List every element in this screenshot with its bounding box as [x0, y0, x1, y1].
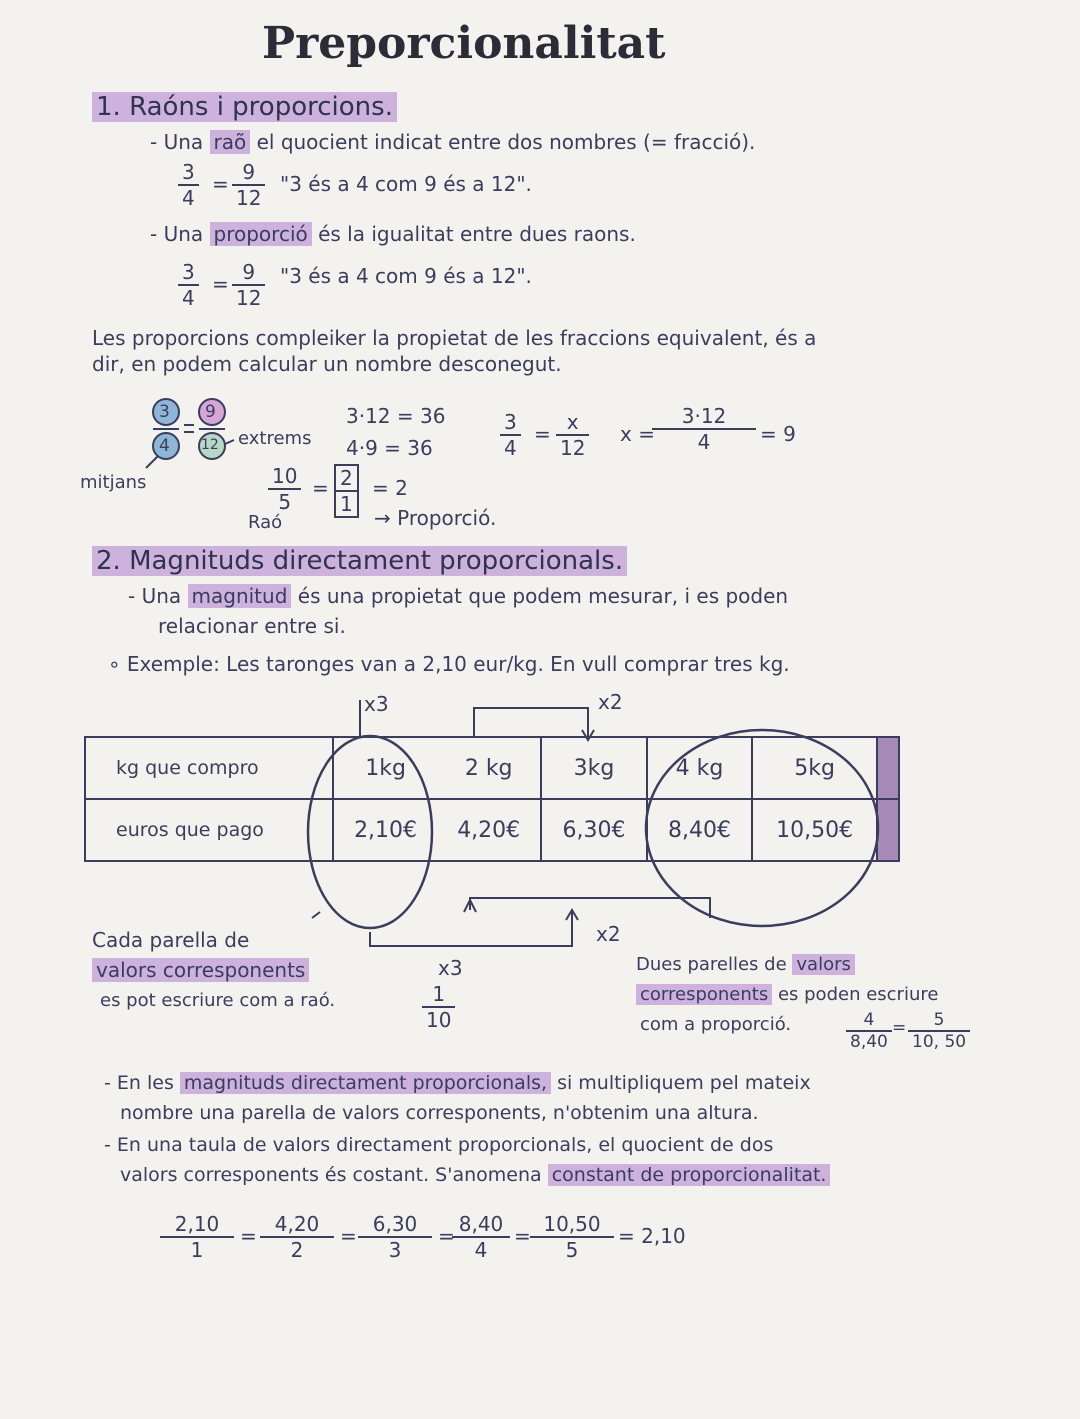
- table-cell: 3kg: [541, 737, 647, 799]
- denominator: 4: [182, 286, 195, 310]
- arrow-proporcio: → Proporció.: [374, 506, 497, 530]
- numerator: 10,50: [543, 1212, 601, 1236]
- equals: =: [212, 272, 229, 296]
- numerator: 9: [242, 260, 256, 284]
- denominator: 4: [504, 436, 517, 460]
- highlight-valors-corresponents: valors corresponents: [92, 958, 309, 982]
- label-x2-bottom: x2: [596, 922, 621, 946]
- left-note-1: Cada parella de: [92, 928, 250, 952]
- product-2: 4·9 = 36: [346, 436, 433, 460]
- text: si multipliquem pel mateix: [557, 1072, 811, 1094]
- paragraph-line-2: dir, en podem calcular un nombre desconegut.: [92, 352, 562, 376]
- fraction-9-12: [232, 160, 265, 210]
- highlight-rao: raõ: [210, 130, 251, 154]
- numerator: 4,20: [274, 1212, 320, 1236]
- highlight-magnitud: magnitud: [188, 584, 292, 608]
- denominator: 4: [697, 430, 711, 454]
- table-cell: 6,30€: [541, 799, 647, 861]
- highlight-corresponents: corresponents: [636, 984, 772, 1005]
- paragraph-line-1: Les proporcions compleiker la propietat de les fraccions equivalent, és a: [92, 326, 817, 350]
- bullet-2-line-1: - En una taula de valors directament proporcionals, el quocient de dos: [104, 1134, 774, 1156]
- numerator: 6,30: [372, 1212, 418, 1236]
- numerator: 3: [182, 160, 195, 184]
- fraction-3-4: [178, 260, 199, 310]
- highlight-magnituds: magnituds directament proporcionals,: [180, 1072, 551, 1094]
- equals: =: [438, 1224, 455, 1248]
- text: - Una: [150, 222, 204, 246]
- numerator: x: [566, 410, 579, 434]
- label-rao: Raó: [248, 512, 283, 533]
- final-fraction: [452, 1212, 510, 1262]
- table-cell: 8,40€: [647, 799, 753, 861]
- text: - En les: [104, 1072, 174, 1094]
- final-fraction: [530, 1212, 614, 1262]
- final-fraction: [160, 1212, 234, 1262]
- circle-12: 12: [201, 437, 219, 453]
- circle-9: 9: [205, 402, 216, 422]
- equals: =: [892, 1018, 907, 1038]
- final-result: = 2,10: [618, 1224, 686, 1248]
- text: es poden escriure: [777, 984, 939, 1005]
- denominator: 2: [290, 1238, 304, 1262]
- fraction-x-12: [556, 410, 589, 460]
- section-1-heading: [92, 92, 397, 122]
- text: valors corresponents és costant. S'anomena: [120, 1164, 542, 1186]
- table-header-kg: kg que compro: [85, 737, 333, 799]
- product-1: 3·12 = 36: [346, 404, 446, 428]
- table-header-euros: euros que pago: [85, 799, 333, 861]
- denominator: 1: [190, 1238, 204, 1262]
- text: - Una: [128, 584, 182, 608]
- numerator: 8,40: [458, 1212, 504, 1236]
- bullet-2-line-2: [120, 1164, 830, 1186]
- circle-3: 3: [159, 402, 170, 422]
- label-x3-bottom: x3: [438, 956, 463, 980]
- quote-1: "3 és a 4 com 9 és a 12".: [280, 172, 532, 196]
- x-result: = 9: [760, 422, 796, 446]
- numerator: 9: [242, 160, 256, 184]
- fraction-3-4: [500, 410, 521, 460]
- label-extrems: extrems: [238, 428, 312, 449]
- bullet-1-line-2: nombre una parella de valors corresponents, n'obtenim una altura.: [120, 1102, 759, 1124]
- fraction-3-4: [178, 160, 199, 210]
- highlight-valors: valors: [792, 954, 854, 975]
- denominator: 8,40: [850, 1032, 888, 1052]
- label-x2-top: x2: [598, 690, 623, 714]
- right-note-3: com a proporció.: [640, 1014, 792, 1035]
- right-note-1: [636, 954, 855, 975]
- denominator: 1: [340, 492, 353, 516]
- x-equals: x =: [620, 422, 655, 446]
- definition-magnitud: [128, 584, 788, 608]
- table-cell: 2,10€: [333, 799, 437, 861]
- text: el quocient indicat entre dos nombres (= fracció).: [256, 130, 756, 154]
- fraction-10-5: [268, 464, 301, 514]
- table-cell: 4 kg: [647, 737, 753, 799]
- equals: =: [340, 1224, 357, 1248]
- right-note-2: [636, 984, 938, 1005]
- final-fraction: [358, 1212, 432, 1262]
- numerator: 10: [272, 464, 298, 488]
- text: és la igualitat entre dues raons.: [318, 222, 636, 246]
- equals: =: [534, 422, 551, 446]
- left-note-3: es pot escriure com a raó.: [100, 990, 336, 1011]
- numerator: 3: [182, 260, 195, 284]
- left-note-2: [92, 958, 309, 982]
- denominator: 10: [426, 1008, 452, 1032]
- table-cell: 5kg: [752, 737, 877, 799]
- table-cell: 10,50€: [752, 799, 877, 861]
- fraction-9-12: [232, 260, 265, 310]
- circle-4: 4: [159, 436, 170, 456]
- denominator: 12: [236, 286, 262, 310]
- definition-magnitud-cont: relacionar entre si.: [158, 614, 346, 638]
- table-cell: 4,20€: [437, 799, 541, 861]
- numerator: 3·12: [681, 404, 727, 428]
- text: - Una: [150, 130, 204, 154]
- denominator: 5: [565, 1238, 579, 1262]
- numerator: 5: [933, 1010, 945, 1030]
- equals-2: = 2: [372, 476, 408, 500]
- definition-rao: [150, 130, 755, 154]
- equals: =: [514, 1224, 531, 1248]
- page-title: Preporcionalitat: [262, 18, 666, 69]
- equals: =: [240, 1224, 257, 1248]
- numerator: 2,10: [174, 1212, 220, 1236]
- bullet-1-line-1: [104, 1072, 811, 1094]
- table-cell: 1kg: [333, 737, 437, 799]
- fraction-4-840: [846, 1010, 892, 1052]
- denominator: 4: [182, 186, 195, 210]
- table-annotations: [290, 722, 910, 952]
- table-cell: 2 kg: [437, 737, 541, 799]
- fraction-2-1-boxed: [334, 464, 359, 518]
- denominator: 12: [560, 436, 586, 460]
- numerator: 4: [863, 1010, 875, 1030]
- numerator: 2: [340, 466, 353, 490]
- fraction-5-1050: [908, 1010, 970, 1052]
- highlight-proporcio: proporció: [210, 222, 312, 246]
- example-line: ∘ Exemple: Les taronges van a 2,10 eur/kg. En vull comprar tres kg.: [108, 652, 790, 676]
- denominator: 10, 50: [912, 1032, 967, 1052]
- definition-proporcio: [150, 222, 636, 246]
- text: és una propietat que podem mesurar, i es poden: [297, 584, 789, 608]
- denominator: 4: [474, 1238, 488, 1262]
- section-1-heading-text: 1. Raóns i proporcions.: [92, 92, 397, 122]
- section-2-heading: [92, 546, 627, 576]
- fraction-x-solution: [652, 404, 756, 454]
- equals: =: [312, 476, 329, 500]
- label-mitjans: mitjans: [80, 472, 147, 493]
- highlight-constant: constant de proporcionalitat.: [548, 1164, 831, 1186]
- quote-2: "3 és a 4 com 9 és a 12".: [280, 264, 532, 288]
- section-2-heading-text: 2. Magnituds directament proporcionals.: [92, 546, 627, 576]
- denominator: 12: [236, 186, 262, 210]
- text: Dues parelles de: [636, 954, 787, 975]
- numerator: 1: [432, 982, 446, 1006]
- final-fraction: [260, 1212, 334, 1262]
- equals: =: [212, 172, 229, 196]
- numerator: 3: [504, 410, 517, 434]
- label-x3-top: x3: [364, 692, 389, 716]
- denominator: 3: [388, 1238, 402, 1262]
- denominator: 5: [278, 490, 292, 514]
- fraction-1-10: [422, 982, 455, 1032]
